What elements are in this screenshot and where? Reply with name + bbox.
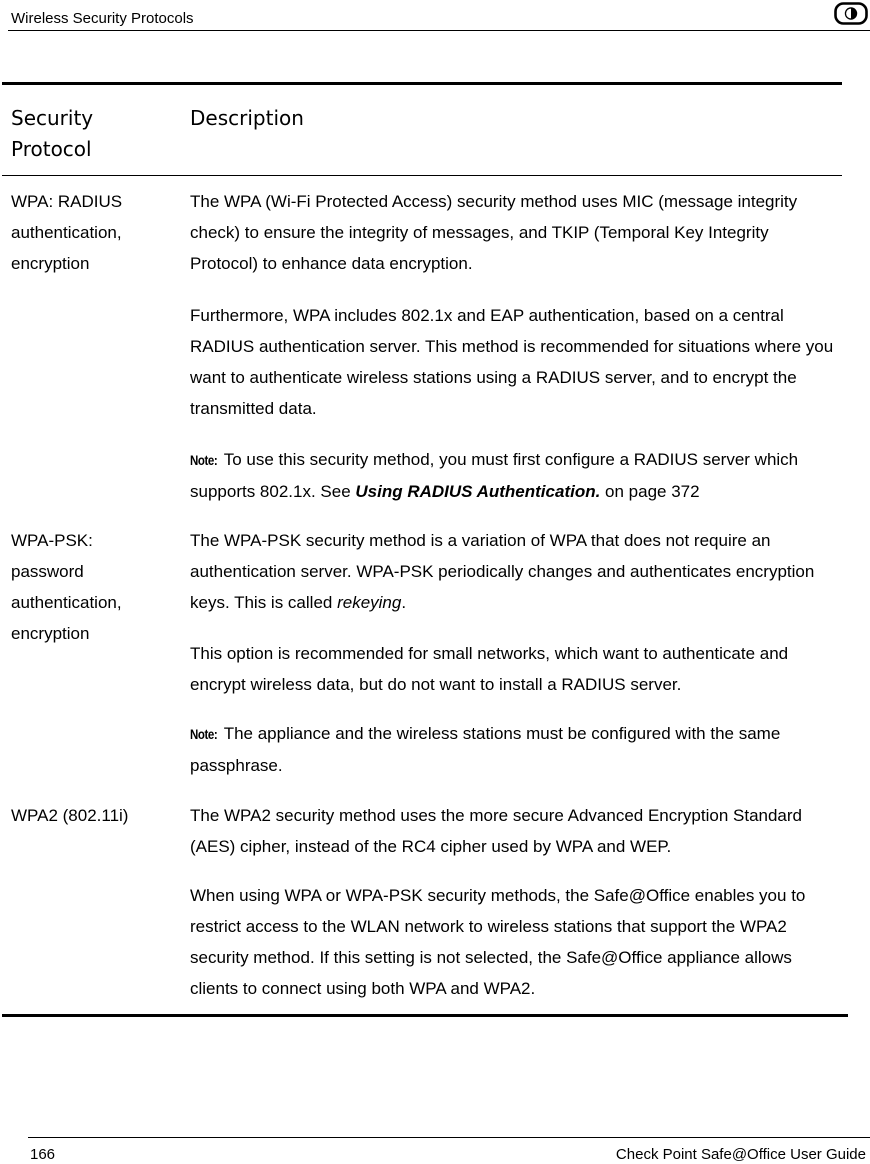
running-header (8, 0, 870, 31)
description-paragraph: The WPA2 security method uses the more secure Advanced Encryption Standard (AES) cipher, instead of the RC4 cipher used by WPA and WEP. (190, 806, 802, 856)
protocol-name-wpa2: WPA2 (802.11i) (11, 806, 129, 825)
note-text: on page 372 (600, 482, 700, 501)
protocol-name-wpa-psk: WPA-PSK: password authentication, encryption (11, 531, 122, 643)
description-paragraph (190, 525, 840, 618)
table-top-rule (2, 82, 842, 85)
table-header-rule (2, 175, 842, 176)
description-paragraph: Furthermore, WPA includes 802.1x and EAP authentication, based on a central RADIUS authentication server. This method is recommended for situations where you want to authenticate wireless stations using a RADIUS server, and to encrypt the transmitted data. (190, 306, 834, 418)
paragraph-text: . (401, 593, 407, 612)
cross-reference-link[interactable]: Using RADIUS Authentication. (355, 482, 601, 501)
running-header-title: Wireless Security Protocols (11, 10, 194, 27)
protocol-name-wpa: WPA: RADIUS authentication, encryption (11, 192, 123, 273)
description-paragraph: The WPA (Wi-Fi Protected Access) security method uses MIC (message integrity check) to ensure the integrity of messages, and TKIP (Temporal Key Integrity Protocol) to enhance data encryption. (190, 192, 798, 273)
paragraph-text: The WPA-PSK security method is a variation of WPA that does not require an authentication server. WPA-PSK periodically changes and authenticates encryption keys. This is called (190, 531, 815, 612)
check-point-logo-icon (834, 2, 868, 25)
table-bottom-rule (2, 1014, 848, 1017)
note-text: The appliance and the wireless stations must be configured with the same passphrase. (190, 724, 781, 775)
column-header-description: Description (190, 106, 304, 130)
column-header-security-protocol: Security Protocol (11, 106, 94, 161)
page-number: 166 (30, 1146, 56, 1163)
note-text: To use this security method, you must first configure a RADIUS server which supports 802.1x. See (190, 450, 799, 501)
description-paragraph: This option is recommended for small networks, which want to authenticate and encrypt wireless data, but do not want to install a RADIUS server. (190, 644, 789, 694)
italic-term: rekeying (337, 593, 402, 612)
note-paragraph (190, 444, 840, 507)
description-paragraph: When using WPA or WPA-PSK security methods, the Safe@Office enables you to restrict access to the WLAN network to wireless stations that support the WPA2 security method. If this setting is not selected, the Safe@Office appliance allows clients to connect using both WPA and WPA2. (190, 886, 806, 998)
note-label: Note: (190, 452, 218, 468)
guide-title: Check Point Safe@Office User Guide (615, 1146, 866, 1163)
note-label: Note: (190, 726, 218, 742)
running-footer (28, 1137, 870, 1164)
note-paragraph (190, 718, 840, 781)
